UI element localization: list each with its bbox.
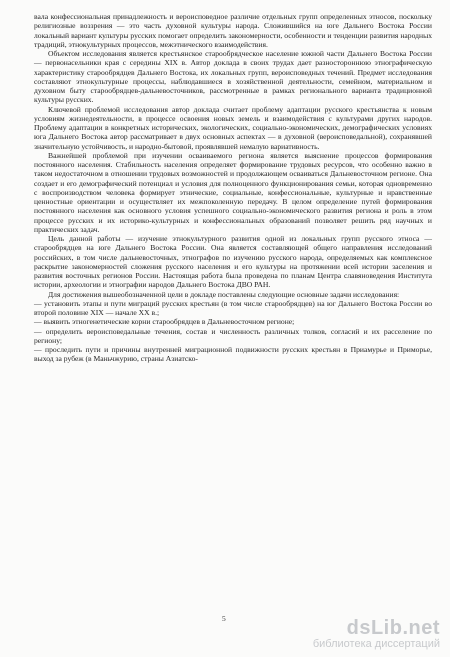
watermark-brand: dsLib.net bbox=[346, 617, 440, 639]
page-number: 5 bbox=[222, 614, 226, 623]
task-item-1: — установить этапы и пути миграций русских крестьян (в том числе старообрядцев) на юг Дальнего Востока России во второй половине XIX — начале XX в.; bbox=[34, 298, 432, 317]
task-item-3: — определить вероисповедальные течения, состав и численность различных толков, согласий и их расселение по региону; bbox=[34, 326, 432, 345]
body-text bbox=[34, 12, 432, 364]
paragraph-key-problem: Ключевой проблемой исследования автор доклада считает проблему адаптации русского крестьянства к новым условиям жизнедеятельности, в процессе освоения новых земель и взаимодействия с культурами других народов. Проблему адаптации в конкретных исторических, экологических, социально-экономических, демографических условиях юга Дальнего Востока автор рассматривает в двух основных аспектах — в духовной (вероисповедальной), сохранявшей значительную устойчивость, и народно-бытовой, проявлявшей немалую вариативность. bbox=[34, 104, 432, 151]
watermark-subtitle: библиотека диссертаций bbox=[312, 638, 440, 650]
paragraph-1: вала конфессиональная принадлежность и вероисповедное различие отдельных групп определенных этносов, поскольку религиозные воззрения — это часть духовной культуры народа. Сложившийся на юге Дальнего Востока России локальный вариант культуры русских помогает определить закономерности, особенности и тенденции развития народных традиций, этнокультурных процессов, межэтнического взаимодействия. bbox=[34, 12, 432, 49]
paragraph-tasks-intro: Для достижения вышеобозначенной цели в докладе поставлены следующие основные задачи исследования: bbox=[48, 289, 400, 299]
paragraph-goal: Цель данной работы — изучение этнокультурного развития одной из локальных групп русского этноса — старообрядцев на юге Дальнего Востока России. Она является составляющей общего направления исследований российских, в том числе дальневосточных, этнографов по изучению русского народа, определяемых как комплексное раскрытие закономерностей сложения русского населения и его культуры на протяжении всей истории заселения и развития восточных регионов России. Настоящая работа была проведена по планам Центра славяноведения Института истории, археологии и этнографии народов Дальнего Востока ДВО РАН. bbox=[34, 234, 432, 290]
paragraph-object: Объектом исследования является крестьянское старообрядческое население южной части Дальнего Востока России — первонасельники края с середины XIX в. Автор доклада в своих трудах дает разностороннюю этнографическую характеристику старообрядцев Дальнего Востока, их локальных групп, вероисповедных течений. Предмет исследования составляют этнокультурные процессы, наблюдавшиеся в хозяйственной деятельности, семейном, материальном и духовном быту старообрядцев-дальневосточников, рассмотренные в рамках регионального варианта традиционной культуры русских. bbox=[34, 49, 432, 105]
task-item-4: — проследить пути и причины внутренней миграционной подвижности русских крестьян в Приамурье и Приморье, выход за рубеж (в Маньчжурию, страны Азиатско- bbox=[34, 345, 432, 364]
paragraph-population: Важнейшей проблемой при изучении осваиваемого региона является выяснение процессов формирования постоянного населения. Стабильность населения определяет формирование трудовых ресурсов, что особенно важно в таком недостаточном в отношении трудовых возможностей и продолжающем осваиваться Дальневосточном регионе. Она создает и его демографический потенциал и условия для полноценного функционирования семьи, которая одновременно с воспроизводством человека формирует этнические, социальные, конфессиональные, культурные и нравственные ценностные ориентации и осуществляет их межпоколенную передачу. В целом определение путей формирования постоянного населения как основного условия успешного социально-экономического развития региона и роль в этом процессе русских и их историко-культурных и конфессиональных образований позволяет решить ряд научных и практических задач. bbox=[34, 150, 432, 234]
watermark bbox=[313, 618, 440, 651]
task-item-2: — выявить этногенетические корни старообрядцев в Дальневосточном регионе; bbox=[34, 317, 295, 327]
